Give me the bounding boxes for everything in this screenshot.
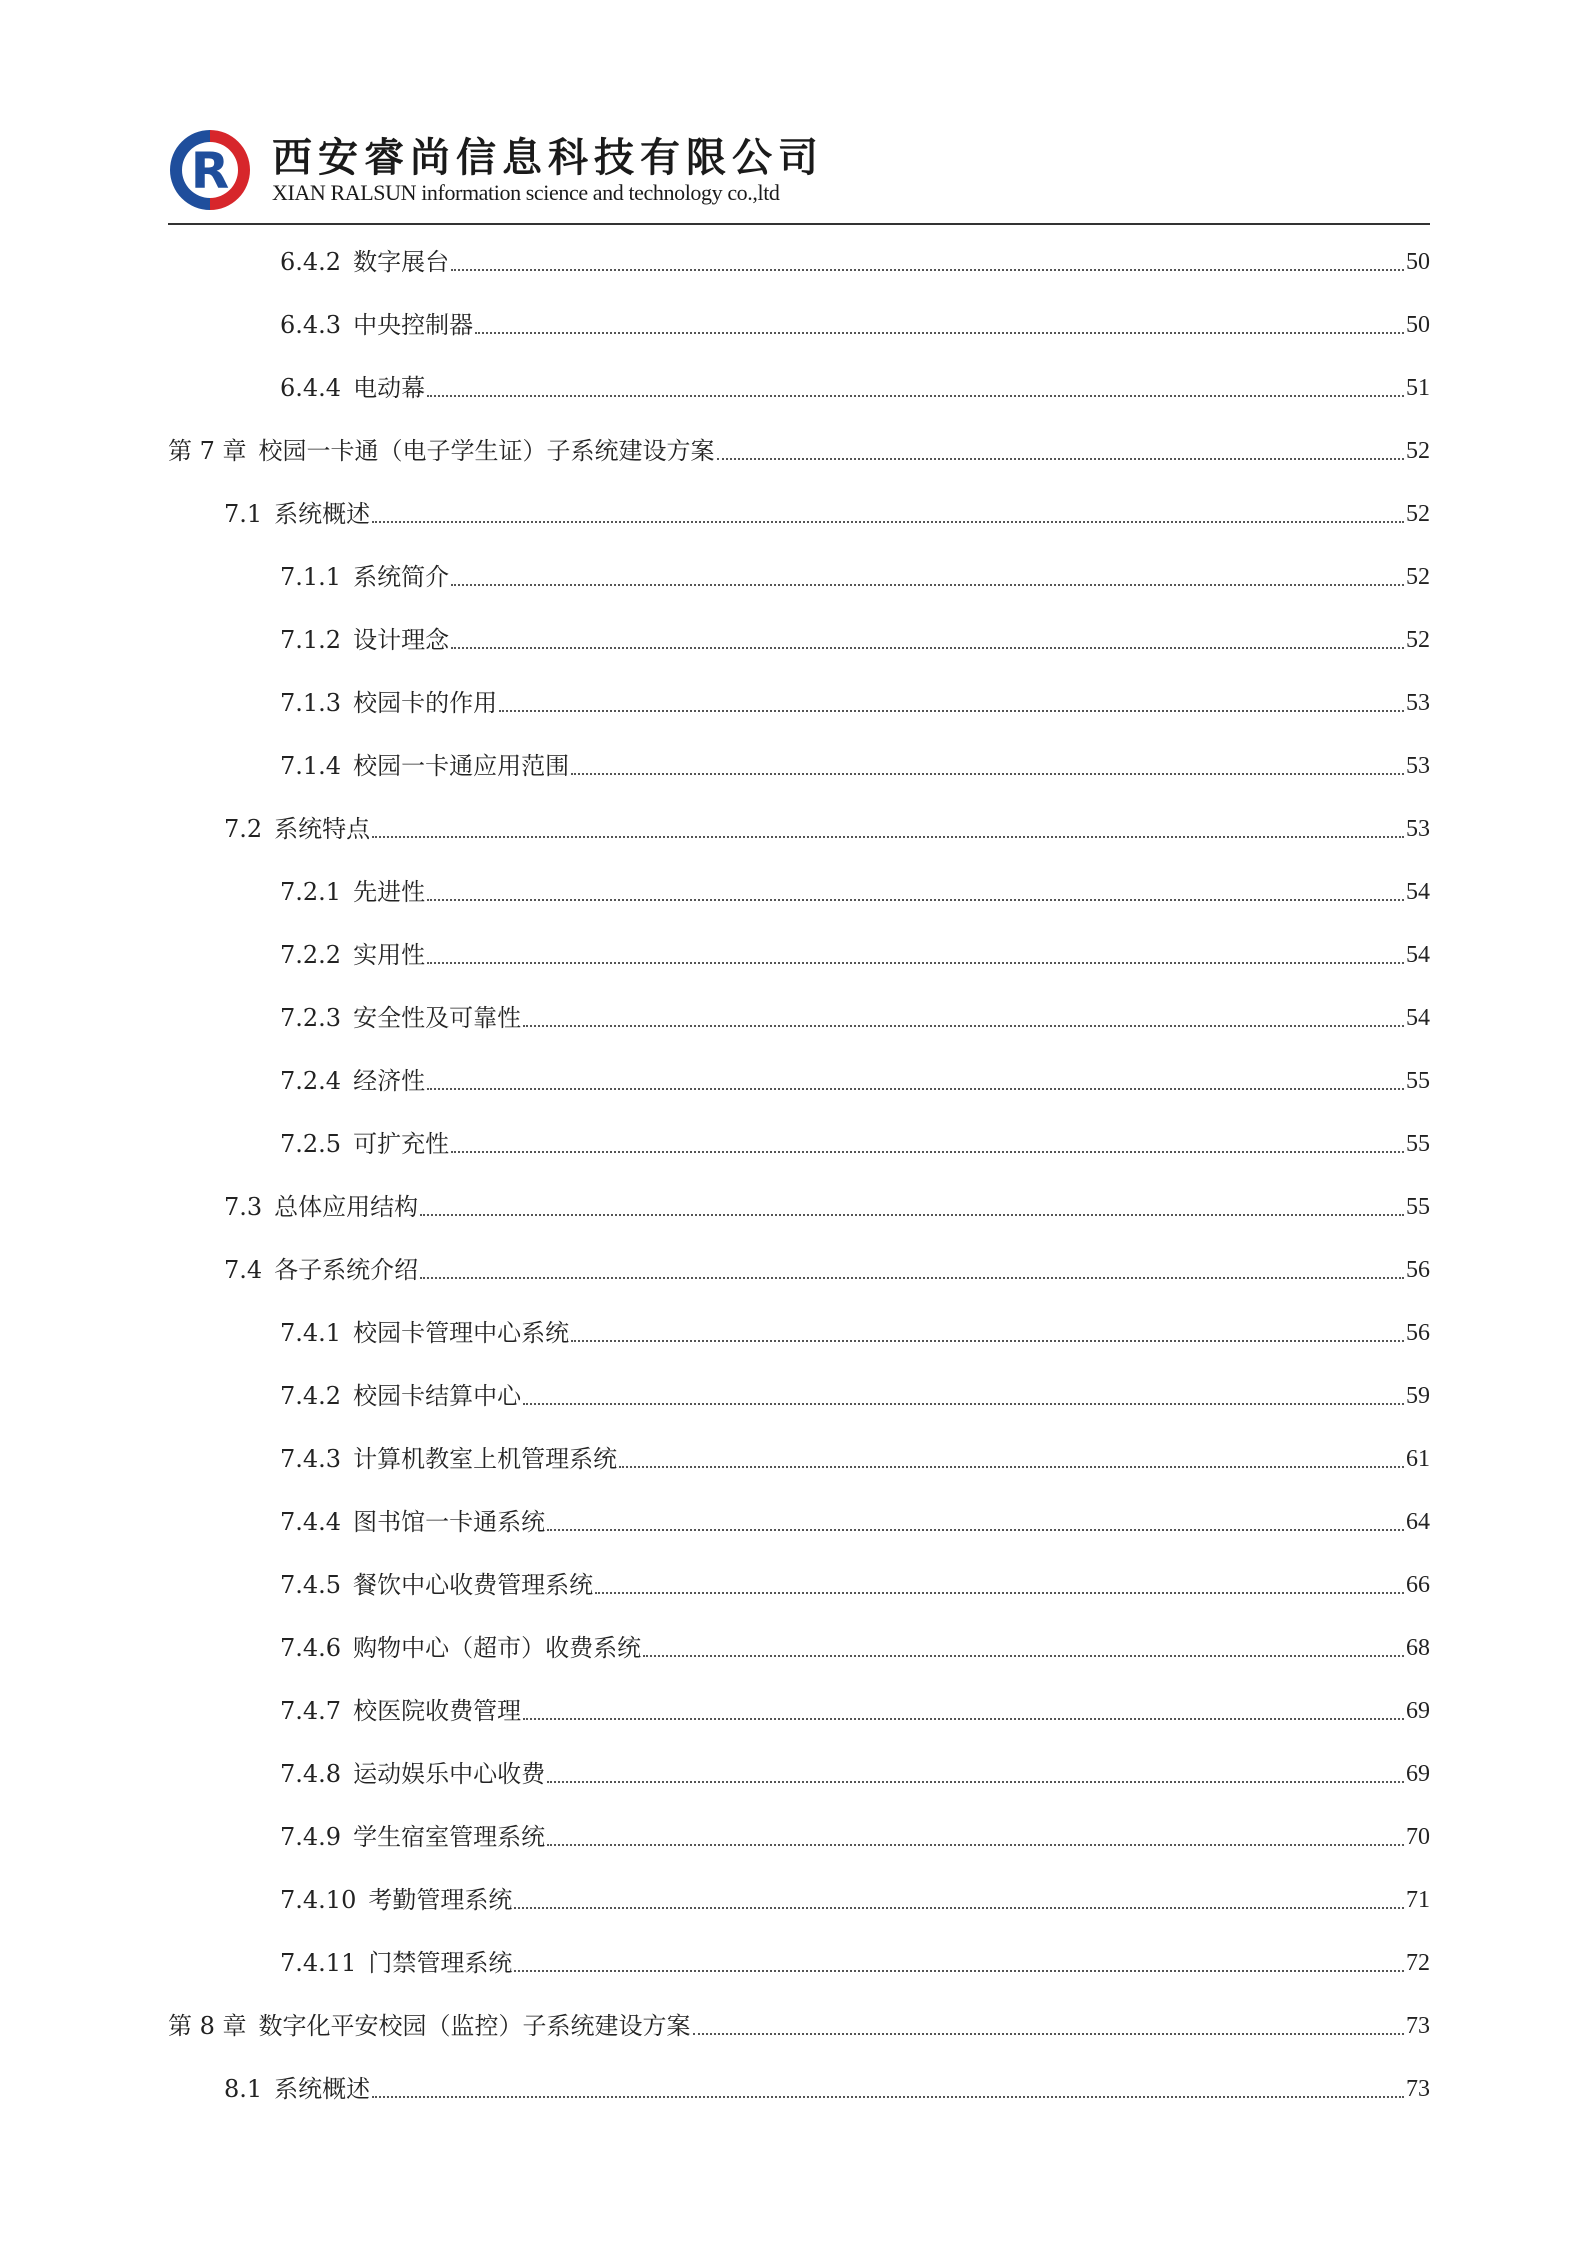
toc-entry-number: 第 8 章 bbox=[168, 2011, 247, 2040]
toc-entry[interactable] bbox=[168, 923, 1430, 986]
toc-entry-page-number: 66 bbox=[1406, 1571, 1430, 1598]
toc-entry-page-number: 54 bbox=[1406, 878, 1430, 905]
toc-entry-title: 餐饮中心收费管理系统 bbox=[353, 1570, 594, 1599]
toc-entry-page-number: 55 bbox=[1406, 1193, 1430, 1220]
toc-dot-leader bbox=[451, 1151, 1404, 1153]
toc-entry-number: 7.4.2 bbox=[280, 1381, 342, 1410]
toc-dot-leader bbox=[547, 1529, 1404, 1531]
toc-entry[interactable] bbox=[168, 608, 1430, 671]
toc-entry-number: 7.4.8 bbox=[280, 1759, 342, 1788]
toc-entry[interactable] bbox=[168, 671, 1430, 734]
toc-dot-leader bbox=[499, 710, 1404, 712]
toc-entry-title: 校园卡管理中心系统 bbox=[353, 1318, 570, 1347]
toc-dot-leader bbox=[420, 1214, 1404, 1216]
toc-entry[interactable] bbox=[168, 1364, 1430, 1427]
toc-entry[interactable] bbox=[168, 1994, 1430, 2057]
toc-dot-leader bbox=[523, 1025, 1404, 1027]
toc-dot-leader bbox=[717, 458, 1404, 460]
toc-entry-number: 7.2.3 bbox=[280, 1003, 342, 1032]
toc-entry-title: 经济性 bbox=[353, 1066, 426, 1095]
toc-entry-page-number: 53 bbox=[1406, 689, 1430, 716]
toc-entry-page-number: 73 bbox=[1406, 2075, 1430, 2102]
logo-letter: R bbox=[190, 142, 230, 200]
toc-entry[interactable] bbox=[168, 986, 1430, 1049]
toc-entry-page-number: 50 bbox=[1406, 248, 1430, 275]
company-logo-icon bbox=[168, 128, 252, 212]
toc-entry-title: 计算机教室上机管理系统 bbox=[353, 1444, 618, 1473]
toc-entry[interactable] bbox=[168, 1616, 1430, 1679]
toc-entry[interactable] bbox=[168, 1490, 1430, 1553]
toc-entry[interactable] bbox=[168, 1805, 1430, 1868]
toc-entry-title: 校园一卡通（电子学生证）子系统建设方案 bbox=[258, 436, 715, 465]
toc-entry-page-number: 55 bbox=[1406, 1130, 1430, 1157]
toc-entry-title: 系统特点 bbox=[274, 814, 371, 843]
toc-dot-leader bbox=[547, 1781, 1404, 1783]
toc-entry[interactable] bbox=[168, 293, 1430, 356]
toc-entry-title: 学生宿室管理系统 bbox=[353, 1822, 546, 1851]
toc-entry-title: 各子系统介绍 bbox=[274, 1255, 419, 1284]
toc-dot-leader bbox=[619, 1466, 1404, 1468]
toc-entry-title: 设计理念 bbox=[353, 625, 450, 654]
toc-entry-title: 数字展台 bbox=[353, 247, 450, 276]
company-name-cn: 西安睿尚信息科技有限公司 bbox=[272, 135, 824, 181]
toc-entry[interactable] bbox=[168, 797, 1430, 860]
toc-dot-leader bbox=[427, 395, 1404, 397]
toc-entry[interactable] bbox=[168, 230, 1430, 293]
toc-entry[interactable] bbox=[168, 1931, 1430, 1994]
toc-entry-page-number: 61 bbox=[1406, 1445, 1430, 1472]
toc-entry-page-number: 73 bbox=[1406, 2012, 1430, 2039]
toc-entry-number: 7.2.5 bbox=[280, 1129, 342, 1158]
toc-entry[interactable] bbox=[168, 545, 1430, 608]
toc-entry-title: 电动幕 bbox=[353, 373, 426, 402]
toc-dot-leader bbox=[547, 1844, 1404, 1846]
toc-entry-number: 7.4.6 bbox=[280, 1633, 342, 1662]
toc-entry-title: 系统简介 bbox=[353, 562, 450, 591]
toc-entry-title: 安全性及可靠性 bbox=[353, 1003, 522, 1032]
toc-entry[interactable] bbox=[168, 1301, 1430, 1364]
toc-dot-leader bbox=[427, 899, 1404, 901]
toc-entry-page-number: 52 bbox=[1406, 626, 1430, 653]
toc-entry-title: 考勤管理系统 bbox=[368, 1885, 513, 1914]
toc-entry-title: 图书馆一卡通系统 bbox=[353, 1507, 546, 1536]
toc-entry-page-number: 56 bbox=[1406, 1256, 1430, 1283]
toc-dot-leader bbox=[427, 1088, 1404, 1090]
toc-dot-leader bbox=[475, 332, 1404, 334]
toc-entry[interactable] bbox=[168, 1175, 1430, 1238]
toc-entry-page-number: 68 bbox=[1406, 1634, 1430, 1661]
toc-entry[interactable] bbox=[168, 482, 1430, 545]
toc-entry-title: 校医院收费管理 bbox=[353, 1696, 522, 1725]
header-divider bbox=[168, 223, 1430, 225]
toc-entry-page-number: 52 bbox=[1406, 563, 1430, 590]
toc-entry-page-number: 70 bbox=[1406, 1823, 1430, 1850]
toc-dot-leader bbox=[372, 521, 1404, 523]
toc-dot-leader bbox=[372, 2096, 1404, 2098]
toc-entry[interactable] bbox=[168, 356, 1430, 419]
toc-entry-page-number: 54 bbox=[1406, 1004, 1430, 1031]
toc-entry-number: 7.4.1 bbox=[280, 1318, 342, 1347]
toc-entry-page-number: 69 bbox=[1406, 1760, 1430, 1787]
toc-entry-number: 7.4.10 bbox=[280, 1885, 357, 1914]
toc-entry-number: 7.2.1 bbox=[280, 877, 342, 906]
toc-dot-leader bbox=[693, 2033, 1404, 2035]
page-header bbox=[168, 124, 1430, 224]
toc-dot-leader bbox=[643, 1655, 1404, 1657]
toc-entry-number: 7.4.5 bbox=[280, 1570, 342, 1599]
toc-entry[interactable] bbox=[168, 419, 1430, 482]
toc-entry-number: 7.3 bbox=[224, 1192, 263, 1221]
toc-dot-leader bbox=[427, 962, 1404, 964]
toc-entry-number: 7.4.4 bbox=[280, 1507, 342, 1536]
toc-entry-title: 先进性 bbox=[353, 877, 426, 906]
toc-entry[interactable] bbox=[168, 1427, 1430, 1490]
toc-entry[interactable] bbox=[168, 1049, 1430, 1112]
toc-entry-title: 系统概述 bbox=[274, 499, 371, 528]
toc-entry-number: 7.1.4 bbox=[280, 751, 342, 780]
toc-entry-page-number: 56 bbox=[1406, 1319, 1430, 1346]
toc-entry-title: 可扩充性 bbox=[353, 1129, 450, 1158]
toc-entry-page-number: 55 bbox=[1406, 1067, 1430, 1094]
toc-entry-number: 7.1.3 bbox=[280, 688, 342, 717]
toc-entry-page-number: 52 bbox=[1406, 500, 1430, 527]
toc-entry[interactable] bbox=[168, 1112, 1430, 1175]
toc-entry-page-number: 71 bbox=[1406, 1886, 1430, 1913]
toc-dot-leader bbox=[451, 269, 1404, 271]
toc-entry-page-number: 50 bbox=[1406, 311, 1430, 338]
toc-dot-leader bbox=[523, 1718, 1404, 1720]
toc-entry[interactable] bbox=[168, 1742, 1430, 1805]
toc-entry-page-number: 51 bbox=[1406, 374, 1430, 401]
toc-dot-leader bbox=[372, 836, 1404, 838]
toc-entry-number: 8.1 bbox=[224, 2074, 263, 2103]
toc-entry-title: 门禁管理系统 bbox=[368, 1948, 513, 1977]
toc-entry-page-number: 54 bbox=[1406, 941, 1430, 968]
toc-entry-number: 7.4 bbox=[224, 1255, 263, 1284]
toc-dot-leader bbox=[514, 1907, 1404, 1909]
toc-entry-page-number: 69 bbox=[1406, 1697, 1430, 1724]
company-name-en: XIAN RALSUN information science and technology co.,ltd bbox=[272, 180, 780, 205]
toc-entry-page-number: 59 bbox=[1406, 1382, 1430, 1409]
toc-dot-leader bbox=[571, 773, 1404, 775]
toc-entry-page-number: 52 bbox=[1406, 437, 1430, 464]
toc-entry-page-number: 72 bbox=[1406, 1949, 1430, 1976]
toc-entry-page-number: 53 bbox=[1406, 815, 1430, 842]
toc-entry[interactable] bbox=[168, 1238, 1430, 1301]
toc-entry-title: 系统概述 bbox=[274, 2074, 371, 2103]
toc-dot-leader bbox=[595, 1592, 1404, 1594]
toc-entry[interactable] bbox=[168, 1868, 1430, 1931]
toc-entry-page-number: 64 bbox=[1406, 1508, 1430, 1535]
toc-entry-number: 7.4.11 bbox=[280, 1948, 357, 1977]
toc-entry-title: 校园卡结算中心 bbox=[353, 1381, 522, 1410]
toc-dot-leader bbox=[523, 1403, 1404, 1405]
toc-entry-title: 总体应用结构 bbox=[274, 1192, 419, 1221]
toc-entry-number: 6.4.4 bbox=[280, 373, 342, 402]
toc-entry-number: 6.4.3 bbox=[280, 310, 342, 339]
toc-entry-number: 7.2.2 bbox=[280, 940, 342, 969]
toc-dot-leader bbox=[420, 1277, 1404, 1279]
toc-entry-title: 校园一卡通应用范围 bbox=[353, 751, 570, 780]
toc-entry[interactable] bbox=[168, 1679, 1430, 1742]
toc-entry-number: 7.1.2 bbox=[280, 625, 342, 654]
toc-entry[interactable] bbox=[168, 2057, 1430, 2120]
toc-entry-number: 7.1 bbox=[224, 499, 263, 528]
toc-dot-leader bbox=[514, 1970, 1404, 1972]
toc-entry[interactable] bbox=[168, 1553, 1430, 1616]
toc-entry-number: 7.4.9 bbox=[280, 1822, 342, 1851]
toc-entry[interactable] bbox=[168, 734, 1430, 797]
toc-entry-title: 中央控制器 bbox=[353, 310, 474, 339]
toc-entry-title: 运动娱乐中心收费 bbox=[353, 1759, 546, 1788]
toc-entry-page-number: 53 bbox=[1406, 752, 1430, 779]
toc-entry-number: 7.4.3 bbox=[280, 1444, 342, 1473]
toc-entry-title: 数字化平安校园（监控）子系统建设方案 bbox=[258, 2011, 691, 2040]
toc-entry-number: 7.2.4 bbox=[280, 1066, 342, 1095]
toc-entry-number: 7.1.1 bbox=[280, 562, 342, 591]
toc-dot-leader bbox=[571, 1340, 1404, 1342]
table-of-contents bbox=[168, 230, 1430, 2120]
toc-entry[interactable] bbox=[168, 860, 1430, 923]
toc-entry-number: 第 7 章 bbox=[168, 436, 247, 465]
toc-entry-title: 校园卡的作用 bbox=[353, 688, 498, 717]
toc-entry-number: 6.4.2 bbox=[280, 247, 342, 276]
toc-dot-leader bbox=[451, 647, 1404, 649]
toc-entry-title: 实用性 bbox=[353, 940, 426, 969]
toc-entry-number: 7.2 bbox=[224, 814, 263, 843]
toc-entry-title: 购物中心（超市）收费系统 bbox=[353, 1633, 642, 1662]
toc-entry-number: 7.4.7 bbox=[280, 1696, 342, 1725]
toc-dot-leader bbox=[451, 584, 1404, 586]
